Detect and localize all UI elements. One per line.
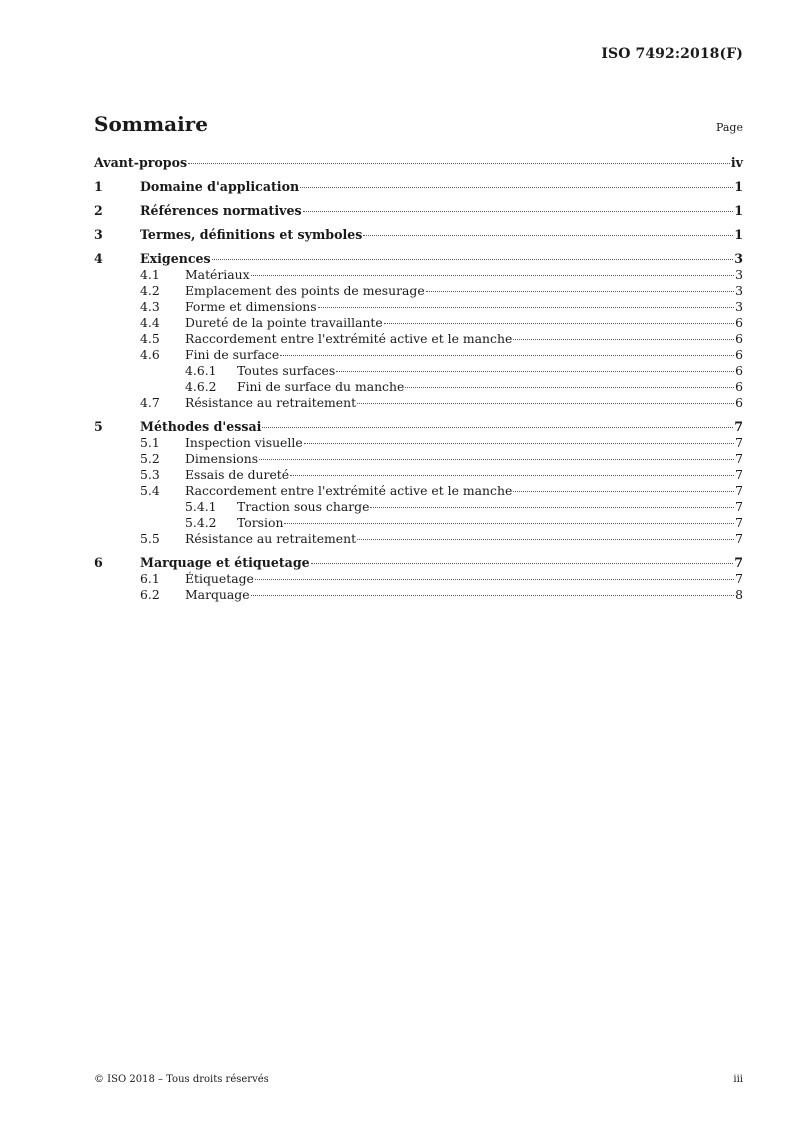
dot-leader [370, 507, 734, 508]
toc-entry-title: Termes, définitions et symboles [140, 227, 363, 242]
toc-entry[interactable] [94, 395, 743, 411]
toc-entry-number: 1 [94, 179, 103, 194]
dot-leader [357, 403, 734, 404]
toc-entry-page: 8 [735, 587, 743, 602]
dot-leader [513, 491, 734, 492]
toc-entry-page: 1 [734, 203, 743, 218]
toc-entry-page: 7 [735, 571, 743, 586]
page-title: Sommaire [94, 112, 208, 136]
document-code: ISO 7492:2018(F) [601, 46, 743, 62]
toc-entry-title: Dimensions [185, 451, 259, 466]
toc-entry[interactable] [94, 587, 743, 603]
toc-entry-page: 7 [735, 451, 743, 466]
dot-leader [251, 275, 734, 276]
toc-entry-page: 7 [734, 555, 743, 570]
toc-entry-title: Résistance au retraitement [185, 531, 357, 546]
toc-heading-row [94, 112, 743, 136]
toc-entry-page: 6 [735, 379, 743, 394]
toc-entry[interactable] [94, 467, 743, 483]
toc-entry-title: Avant-propos [94, 155, 188, 170]
toc-entry-number: 6.2 [140, 587, 160, 602]
dot-leader [303, 211, 734, 212]
toc-entry-title: Torsion [237, 515, 284, 530]
toc-entry-page: 3 [735, 299, 743, 314]
toc-entry-page: 6 [735, 363, 743, 378]
toc-entry-title: Étiquetage [185, 571, 254, 586]
dot-leader [284, 523, 734, 524]
toc-entry-number: 6.1 [140, 571, 160, 586]
toc-entry-number: 4.1 [140, 267, 160, 282]
toc-entry-title: Raccordement entre l'extrémité active et le manche [185, 483, 513, 498]
toc-entry[interactable] [94, 299, 743, 315]
toc-entry-title: Dureté de la pointe travaillante [185, 315, 383, 330]
toc-entry-number: 3 [94, 227, 103, 242]
toc-entry-number: 5.3 [140, 467, 160, 482]
toc-entry-page: 3 [734, 251, 743, 266]
toc-entry-page: 7 [735, 515, 743, 530]
dot-leader [311, 563, 734, 564]
dot-leader [262, 427, 733, 428]
toc-entry[interactable] [94, 515, 743, 531]
toc-entry-number: 4.5 [140, 331, 160, 346]
toc-entry-number: 4.2 [140, 283, 160, 298]
toc-entry-page: 6 [735, 347, 743, 362]
toc-entry-title: Emplacement des points de mesurage [185, 283, 425, 298]
toc-entry-number: 4.6.1 [185, 363, 217, 378]
toc-entry-title: Domaine d'application [140, 179, 300, 194]
toc-entry[interactable] [94, 379, 743, 395]
dot-leader [304, 443, 734, 444]
toc-entry-number: 5.5 [140, 531, 160, 546]
toc-entry[interactable] [94, 179, 743, 195]
toc-entry[interactable] [94, 203, 743, 219]
toc-entry[interactable] [94, 451, 743, 467]
toc-entry[interactable] [94, 283, 743, 299]
toc-entry-number: 5.4.2 [185, 515, 217, 530]
toc-entry-title: Toutes surfaces [237, 363, 336, 378]
toc-entry-page: 7 [735, 483, 743, 498]
toc-entry[interactable] [94, 363, 743, 379]
toc-entry[interactable] [94, 331, 743, 347]
toc-entry-title: Matériaux [185, 267, 250, 282]
dot-leader [290, 475, 734, 476]
toc-entry-title: Forme et dimensions [185, 299, 317, 314]
toc-entry-page: 6 [735, 395, 743, 410]
toc-entry-page: iv [730, 155, 743, 170]
toc-entry-page: 7 [735, 435, 743, 450]
dot-leader [318, 307, 734, 308]
toc-entry-number: 4.6 [140, 347, 160, 362]
toc-entry-number: 4.6.2 [185, 379, 217, 394]
page-number: iii [733, 1074, 743, 1085]
toc-entry-number: 4.4 [140, 315, 160, 330]
toc-entry[interactable] [94, 155, 743, 171]
toc-entry[interactable] [94, 251, 743, 267]
toc-entry-title: Résistance au retraitement [185, 395, 357, 410]
toc-entry-title: Marquage [185, 587, 250, 602]
page-footer [94, 1074, 743, 1085]
toc-entry[interactable] [94, 267, 743, 283]
dot-leader [251, 595, 735, 596]
dot-leader [188, 163, 730, 164]
table-of-contents [94, 155, 743, 603]
toc-entry-number: 4.3 [140, 299, 160, 314]
toc-entry[interactable] [94, 499, 743, 515]
dot-leader [255, 579, 734, 580]
toc-entry-title: Essais de dureté [185, 467, 290, 482]
dot-leader [405, 387, 734, 388]
toc-entry-title: Références normatives [140, 203, 302, 218]
toc-entry-page: 7 [734, 419, 743, 434]
toc-entry[interactable] [94, 435, 743, 451]
toc-entry-number: 2 [94, 203, 103, 218]
toc-entry[interactable] [94, 555, 743, 571]
dot-leader [212, 259, 734, 260]
dot-leader [513, 339, 734, 340]
toc-entry-title: Traction sous charge [237, 499, 370, 514]
toc-entry-title: Méthodes d'essai [140, 419, 262, 434]
toc-entry-title: Inspection visuelle [185, 435, 303, 450]
toc-entry-page: 1 [734, 179, 743, 194]
toc-entry-page: 3 [735, 267, 743, 282]
toc-entry-number: 4 [94, 251, 103, 266]
dot-leader [280, 355, 734, 356]
toc-entry-title: Exigences [140, 251, 211, 266]
toc-entry-page: 3 [735, 283, 743, 298]
toc-entry-page: 7 [735, 467, 743, 482]
toc-entry-page: 1 [734, 227, 743, 242]
toc-entry-page: 6 [735, 331, 743, 346]
page-column-label: Page [715, 121, 743, 134]
toc-entry-title: Fini de surface [185, 347, 280, 362]
toc-entry-number: 4.7 [140, 395, 160, 410]
dot-leader [357, 539, 734, 540]
toc-entry-number: 6 [94, 555, 103, 570]
dot-leader [363, 235, 733, 236]
toc-entry-number: 5.2 [140, 451, 160, 466]
toc-entry-title: Marquage et étiquetage [140, 555, 310, 570]
copyright-notice: © ISO 2018 – Tous droits réservés [94, 1074, 269, 1085]
toc-entry[interactable] [94, 483, 743, 499]
toc-entry-page: 7 [735, 531, 743, 546]
toc-entry[interactable] [94, 227, 743, 243]
dot-leader [300, 187, 733, 188]
toc-entry[interactable] [94, 571, 743, 587]
dot-leader [384, 323, 734, 324]
toc-entry-number: 5 [94, 419, 103, 434]
toc-entry[interactable] [94, 347, 743, 363]
toc-entry-title: Fini de surface du manche [237, 379, 405, 394]
toc-entry-page: 7 [735, 499, 743, 514]
toc-entry[interactable] [94, 531, 743, 547]
toc-entry[interactable] [94, 419, 743, 435]
dot-leader [259, 459, 734, 460]
toc-entry-title: Raccordement entre l'extrémité active et le manche [185, 331, 513, 346]
toc-entry-number: 5.1 [140, 435, 160, 450]
toc-entry-number: 5.4.1 [185, 499, 217, 514]
dot-leader [426, 291, 734, 292]
toc-entry-number: 5.4 [140, 483, 160, 498]
toc-entry-page: 6 [735, 315, 743, 330]
toc-entry[interactable] [94, 315, 743, 331]
dot-leader [336, 371, 734, 372]
